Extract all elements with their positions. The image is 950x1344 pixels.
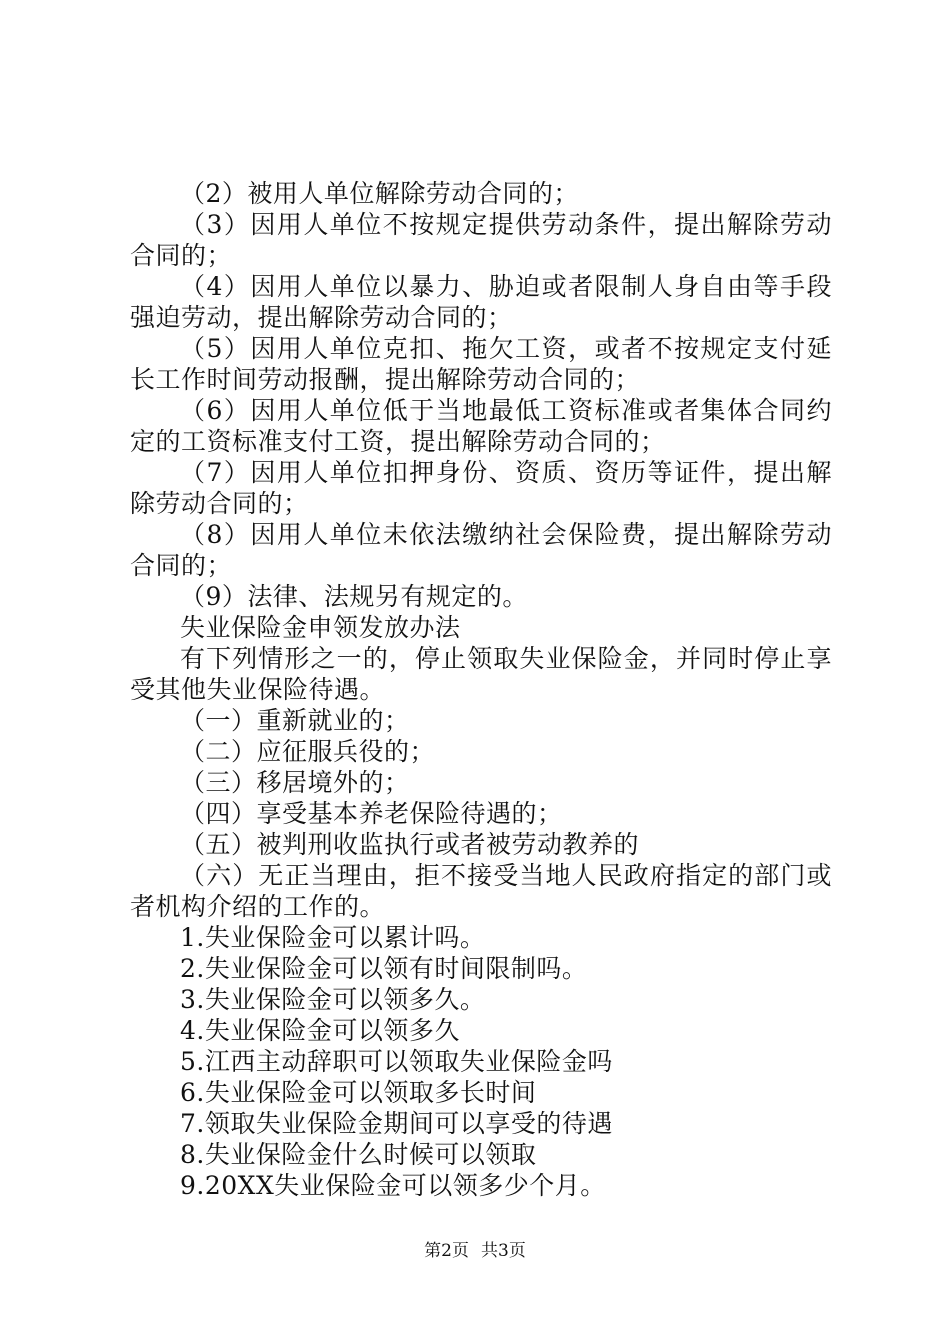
section-heading: 失业保险金申领发放办法 — [180, 613, 461, 642]
paragraph: （4）因用人单位以暴力、胁迫或者限制人身自由等手段强迫劳动，提出解除劳动合同的； — [130, 272, 832, 332]
paragraph: 有下列情形之一的，停止领取失业保险金，并同时停止享受其他失业保险待遇。 — [130, 644, 832, 704]
question-item: 7.领取失业保险金期间可以享受的待遇 — [180, 1109, 613, 1138]
list-item: （五）被判刑收监执行或者被劳动教养的 — [180, 830, 640, 859]
question-item: 1.失业保险金可以累计吗。 — [180, 923, 486, 952]
document-body — [130, 178, 832, 1201]
paragraph: （8）因用人单位未依法缴纳社会保险费，提出解除劳动合同的； — [130, 520, 832, 580]
paragraph: （7）因用人单位扣押身份、资质、资历等证件，提出解除劳动合同的； — [130, 458, 832, 518]
paragraph: （3）因用人单位不按规定提供劳动条件，提出解除劳动合同的； — [130, 210, 832, 270]
paragraph: （9）法律、法规另有规定的。 — [180, 582, 528, 611]
list-item: （一）重新就业的； — [180, 706, 410, 735]
list-item: （三）移居境外的； — [180, 768, 410, 797]
question-item: 4.失业保险金可以领多久 — [180, 1016, 460, 1045]
paragraph: （5）因用人单位克扣、拖欠工资，或者不按规定支付延长工作时间劳动报酬，提出解除劳动合同的； — [130, 334, 832, 394]
page-number: 第2页 — [424, 1241, 469, 1261]
question-item: 3.失业保险金可以领多久。 — [180, 985, 486, 1014]
paragraph: （6）因用人单位低于当地最低工资标准或者集体合同约定的工资标准支付工资，提出解除劳动合同的； — [130, 396, 832, 456]
list-item: （二）应征服兵役的； — [180, 737, 436, 766]
page-total: 共3页 — [481, 1241, 526, 1261]
question-item: 5.江西主动辞职可以领取失业保险金吗 — [180, 1047, 613, 1076]
question-item: 6.失业保险金可以领取多长时间 — [180, 1078, 537, 1107]
list-item: （四）享受基本养老保险待遇的； — [180, 799, 563, 828]
question-item: 2.失业保险金可以领有时间限制吗。 — [180, 954, 588, 983]
question-item: 9.20XX失业保险金可以领多少个月。 — [180, 1171, 606, 1200]
question-item: 8.失业保险金什么时候可以领取 — [180, 1140, 537, 1169]
list-item: （六）无正当理由，拒不接受当地人民政府指定的部门或者机构介绍的工作的。 — [130, 861, 832, 921]
paragraph: （2）被用人单位解除劳动合同的； — [180, 179, 579, 208]
page-footer — [0, 1241, 950, 1261]
